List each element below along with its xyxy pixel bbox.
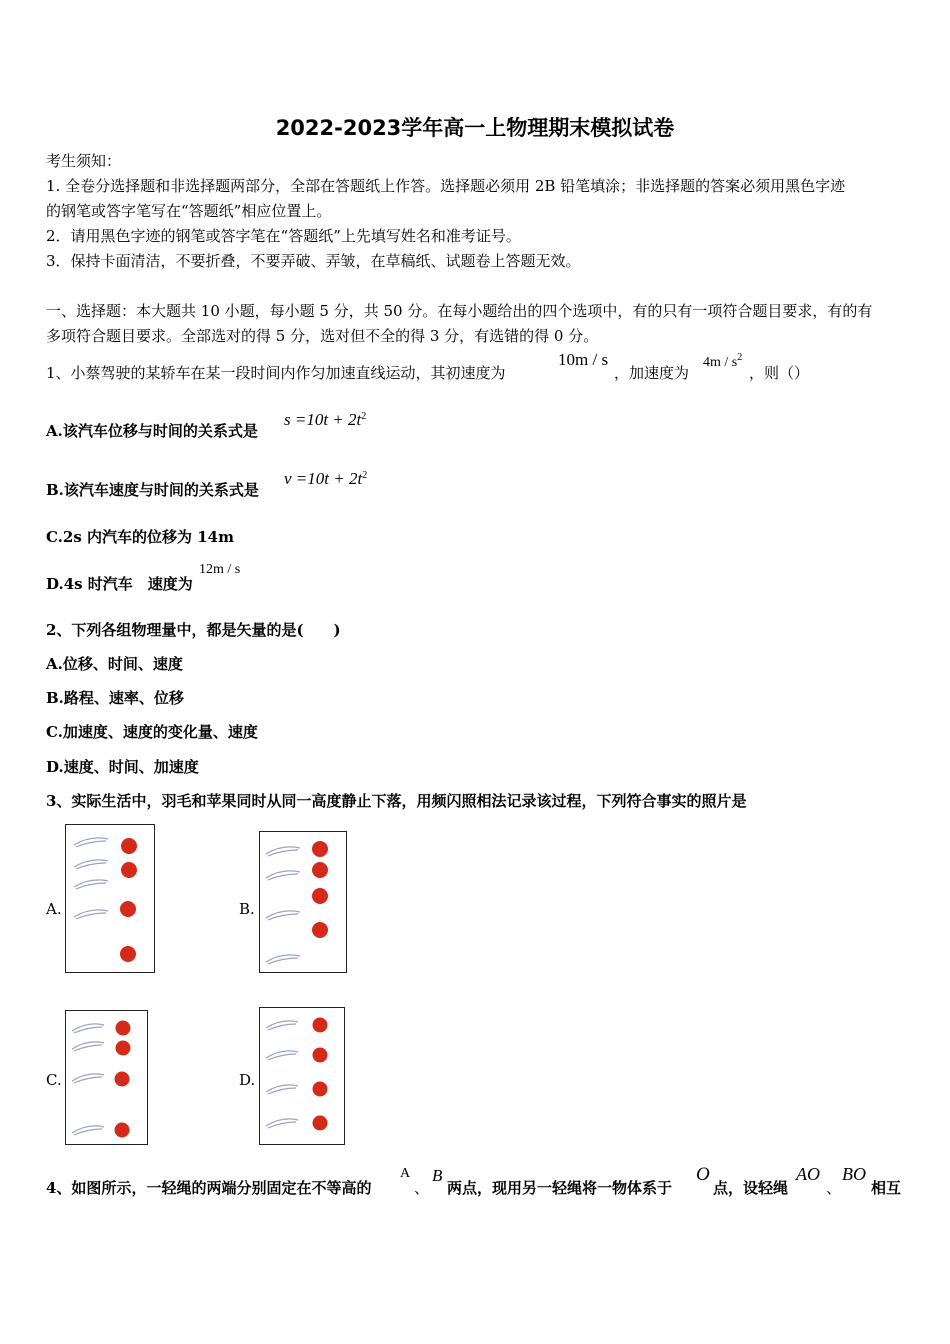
q3-photo-d <box>259 1007 345 1145</box>
q1-option-d-value: 12m / s <box>199 562 241 577</box>
q4-rope-bo: BO <box>842 1164 866 1184</box>
page-title: 2022-2023学年高一上物理期末模拟试卷 <box>275 116 675 140</box>
feather-apple-strobe-a <box>66 825 154 972</box>
q4-sep-2: 、 <box>826 1179 842 1197</box>
feather-apple-strobe-d <box>260 1008 344 1144</box>
q1-option-b: B.该汽车速度与时间的关系式是 <box>46 481 259 499</box>
q2-option-b: B.路程、速率、位移 <box>46 689 184 707</box>
q3-label-d: D. <box>239 1071 256 1089</box>
q3-photo-a <box>65 824 155 973</box>
q3-photo-c <box>65 1010 148 1145</box>
q1-option-a-formula: $s =10t + 2t^2$ <box>284 410 367 429</box>
q1-option-d: D.4s 时汽车 速度为 <box>46 575 193 593</box>
q1-acceleration: $4m / s^2$ <box>703 352 743 370</box>
notice-item-1: 1. 全卷分选择题和非选择题两部分，全部在答题纸上作答。选择题必须用 2B 铅笔填涂；非选择题的答案必须用黑色字迹 <box>46 177 846 195</box>
q3-label-c: C. <box>46 1071 62 1089</box>
q4-stem: 4、如图所示，一轻绳的两端分别固定在不等高的 <box>46 1179 372 1197</box>
notice-item-2: 2．请用黑色字迹的钢笔或答字笔在“答题纸”上先填写姓名和准考证号。 <box>46 227 521 245</box>
q4-point-a: A <box>400 1166 411 1181</box>
section-1-intro-cont: 多项符合题目要求。全部选对的得 5 分，选对但不全的得 3 分，有选错的得 0 分。 <box>46 327 599 345</box>
q2-option-c: C.加速度、速度的变化量、速度 <box>46 723 258 741</box>
q4-sep-1: 、 <box>414 1179 430 1197</box>
q1-stem: 1、小蔡驾驶的某轿车在某一段时间内作匀加速直线运动，其初速度为 <box>46 364 506 382</box>
q1-stem-mid: ，加速度为 <box>614 364 690 382</box>
q4-stem-mid-2: 点，设轻绳 <box>713 1179 789 1197</box>
q4-stem-mid: 两点，现用另一轻绳将一物体系于 <box>447 1179 673 1197</box>
q1-initial-velocity: 10m / s <box>558 350 609 369</box>
q1-option-b-formula: $v =10t + 2t^2$ <box>284 469 368 488</box>
q2-option-a: A.位移、时间、速度 <box>46 655 183 673</box>
section-1-intro: 一、选择题：本大题共 10 小题，每小题 5 分，共 50 分。在每小题给出的四个选项中，有的只有一项符合题目要求，有的有 <box>46 302 873 320</box>
q4-point-b: B <box>432 1166 443 1185</box>
notice-item-3: 3．保持卡面清洁，不要折叠，不要弄破、弄皱，在草稿纸、试题卷上答题无效。 <box>46 252 581 270</box>
q4-point-o: O <box>696 1164 710 1185</box>
q3-photo-b <box>259 831 347 973</box>
feather-apple-strobe-c <box>66 1011 147 1144</box>
q4-stem-end: 相互 <box>871 1179 902 1197</box>
q2-option-d: D.速度、时间、加速度 <box>46 758 199 776</box>
notice-item-1-cont: 的钢笔或答字笔写在“答题纸”相应位置上。 <box>46 202 332 220</box>
q3-label-b: B. <box>239 900 255 918</box>
q2-stem: 2、下列各组物理量中，都是矢量的是( ) <box>46 621 341 639</box>
feather-apple-strobe-b <box>260 832 346 972</box>
notice-heading: 考生须知： <box>46 152 122 170</box>
q1-stem-end: ，则（） <box>749 364 810 382</box>
q3-stem: 3、实际生活中，羽毛和苹果同时从同一高度静止下落，用频闪照相法记录该过程，下列符合事实的照片是 <box>46 792 747 810</box>
q1-option-c: C.2s 内汽车的位移为 14m <box>46 528 234 546</box>
q3-label-a: A. <box>46 900 62 918</box>
q4-rope-ao: AO <box>796 1164 820 1184</box>
q1-option-a: A.该汽车位移与时间的关系式是 <box>46 422 258 440</box>
